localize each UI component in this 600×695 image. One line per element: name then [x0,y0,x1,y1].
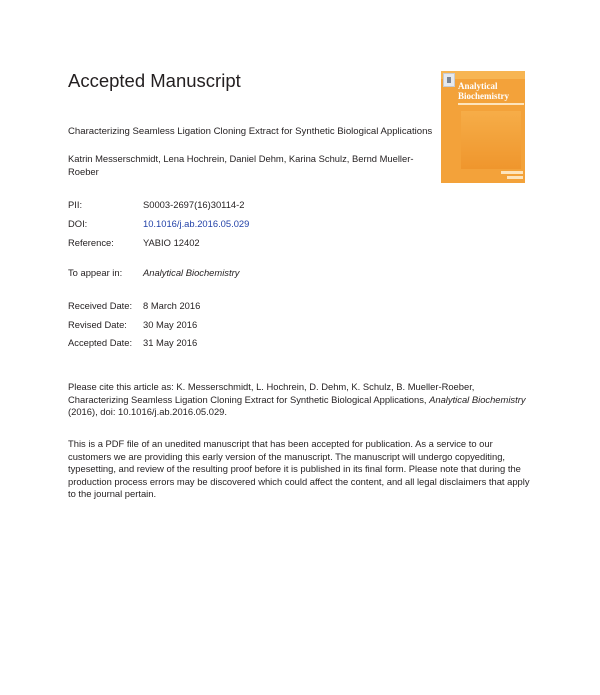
cover-artwork [461,111,521,169]
citation-text: Please cite this article as: K. Messerschmidt, L. Hochrein, D. Dehm, K. Schulz, B. Mueller-Roeber, Characterizing Seamless Ligation Cloning Extract for Synthetic Biological Applications, [68,381,475,405]
appear-in-journal: Analytical Biochemistry [143,267,240,278]
cover-footer-line [507,176,523,179]
citation-paragraph [68,381,532,419]
revised-date-label: Revised Date: [68,319,127,330]
page-heading: Accepted Manuscript [68,70,241,91]
revised-date-value: 30 May 2016 [143,319,198,330]
appear-in-label: To appear in: [68,267,123,278]
author-list: Katrin Messerschmidt, Lena Hochrein, Daniel Dehm, Karina Schulz, Bernd Mueller-Roeber [68,153,414,177]
publisher-logo-icon [443,73,455,87]
pii-label: PII: [68,199,83,210]
received-date-value: 8 March 2016 [143,300,201,311]
manuscript-notice: This is a PDF file of an unedited manuscript that has been accepted for publication. As a service to our customers we are providing this early version of the manuscript. The manuscript will undergo copyediting, typesetting, and review of the resulting proof before it is published in its final form. Please note that during the production process errors may be discovered which could affect the content, and all legal disclaimers that apply to the journal pertain. [68,438,530,500]
accepted-date-label: Accepted Date: [68,337,133,348]
cover-subtitle-lines [458,103,524,106]
citation-doi-text: (2016), doi: 10.1016/j.ab.2016.05.029. [68,406,227,418]
doi-link[interactable]: 10.1016/j.ab.2016.05.029 [143,218,250,229]
citation-journal: Analytical Biochemistry [429,393,526,405]
reference-value: YABIO 12402 [143,237,200,248]
doi-label: DOI: [68,218,88,229]
cover-journal-title: Analytical Biochemistry [458,81,509,101]
pii-value: S0003-2697(16)30114-2 [143,199,245,210]
reference-label: Reference: [68,237,114,248]
cover-footer-line [501,171,523,174]
received-date-label: Received Date: [68,300,133,311]
article-title: Characterizing Seamless Ligation Cloning Extract for Synthetic Biological Applications [68,126,433,137]
accepted-date-value: 31 May 2016 [143,337,198,348]
journal-cover-image [441,71,525,183]
